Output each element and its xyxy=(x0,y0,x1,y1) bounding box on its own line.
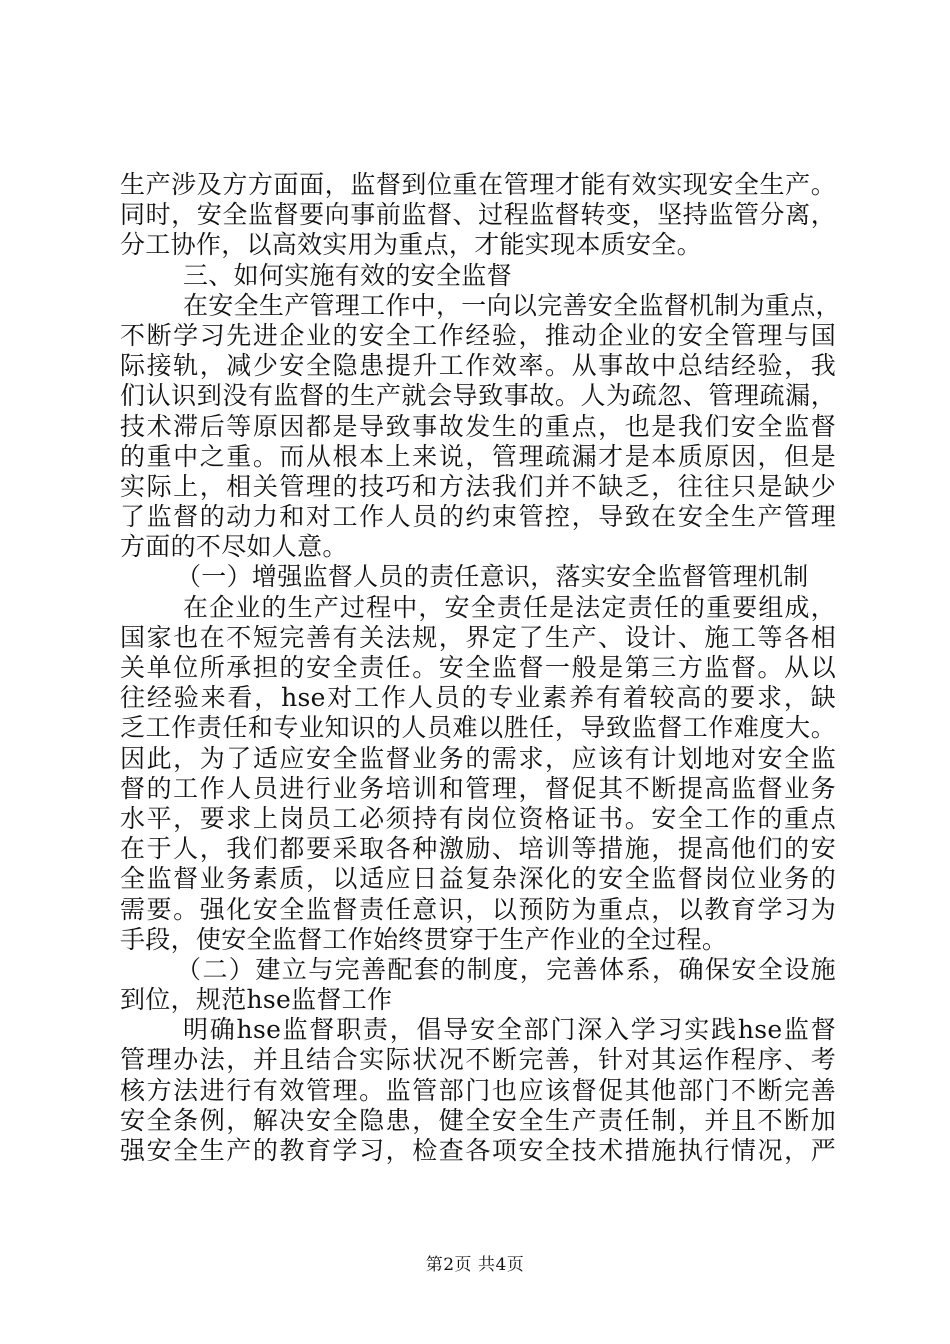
subsection-heading: （二）建立与完善配套的制度，完善体系，确保安全设施 xyxy=(176,954,836,984)
text-line: 往经验来看，hse对工作人员的专业素养有着较高的要求，缺 xyxy=(120,683,836,713)
text-line: 明确hse监督职责，倡导安全部门深入学习实践hse监督 xyxy=(183,1015,836,1045)
text-line: 督的工作人员进行业务培训和管理，督促其不断提高监督业务 xyxy=(120,773,836,803)
text-line: 生产涉及方方面面，监督到位重在管理才能有效实现安全生产。 xyxy=(120,170,836,199)
document-body xyxy=(120,170,841,1166)
text-line: 的重中之重。而从根本上来说，管理疏漏才是本质原因，但是 xyxy=(120,441,836,471)
text-line: 分工协作，以高效实用为重点，才能实现本质安全。 xyxy=(120,230,702,260)
text-line: 乏工作责任和专业知识的人员难以胜任，导致监督工作难度大。 xyxy=(120,713,836,743)
text-line: 管理办法，并且结合实际状况不断完善，针对其运作程序、考 xyxy=(120,1045,836,1075)
text-line: 核方法进行有效管理。监管部门也应该督促其他部门不断完善 xyxy=(120,1075,836,1105)
text-line: 在企业的生产过程中，安全责任是法定责任的重要组成， xyxy=(183,592,836,622)
text-line: 在安全生产管理工作中，一向以完善安全监督机制为重点， xyxy=(183,290,841,320)
text-line: 因此，为了适应安全监督业务的需求，应该有计划地对安全监 xyxy=(120,743,836,773)
text-line: 国家也在不短完善有关法规，界定了生产、设计、施工等各相 xyxy=(120,622,836,652)
section-heading: 三、如何实施有效的安全监督 xyxy=(183,260,512,290)
text-line: 不断学习先进企业的安全工作经验，推动企业的安全管理与国 xyxy=(120,320,836,350)
subsection-heading: （一）增强监督人员的责任意识，落实安全监督管理机制 xyxy=(176,562,809,592)
text-line: 实际上，相关管理的技巧和方法我们并不缺乏，往往只是缺少 xyxy=(120,471,836,501)
text-line: 技术滞后等原因都是导致事故发生的重点，也是我们安全监督 xyxy=(120,411,836,441)
subsection-heading-continued: 到位，规范hse监督工作 xyxy=(120,985,393,1015)
page-number-footer: 第2页 共4页 xyxy=(425,1255,525,1275)
text-line: 安全条例，解决安全隐患，健全安全生产责任制，并且不断加 xyxy=(120,1105,836,1135)
text-line: 关单位所承担的安全责任。安全监督一般是第三方监督。从以 xyxy=(120,653,836,682)
text-line: 在于人，我们都要采取各种激励、培训等措施，提高他们的安 xyxy=(120,834,836,864)
text-line: 际接轨，减少安全隐患提升工作效率。从事故中总结经验，我 xyxy=(120,351,836,381)
text-line: 全监督业务素质，以适应日益复杂深化的安全监督岗位业务的 xyxy=(120,864,836,894)
text-line: 水平，要求上岗员工必须持有岗位资格证书。安全工作的重点 xyxy=(120,803,836,833)
text-line: 了监督的动力和对工作人员的约束管控，导致在安全生产管理 xyxy=(120,502,836,532)
text-line: 们认识到没有监督的生产就会导致事故。人为疏忽、管理疏漏， xyxy=(120,381,836,411)
text-line: 需要。强化安全监督责任意识，以预防为重点，以教育学习为 xyxy=(120,894,836,924)
text-line: 同时，安全监督要向事前监督、过程监督转变，坚持监管分离， xyxy=(120,200,836,230)
text-line: 方面的不尽如人意。 xyxy=(120,532,348,562)
text-line: 手段，使安全监督工作始终贯穿于生产作业的全过程。 xyxy=(120,924,728,954)
text-line: 强安全生产的教育学习，检查各项安全技术措施执行情况，严 xyxy=(120,1136,836,1165)
